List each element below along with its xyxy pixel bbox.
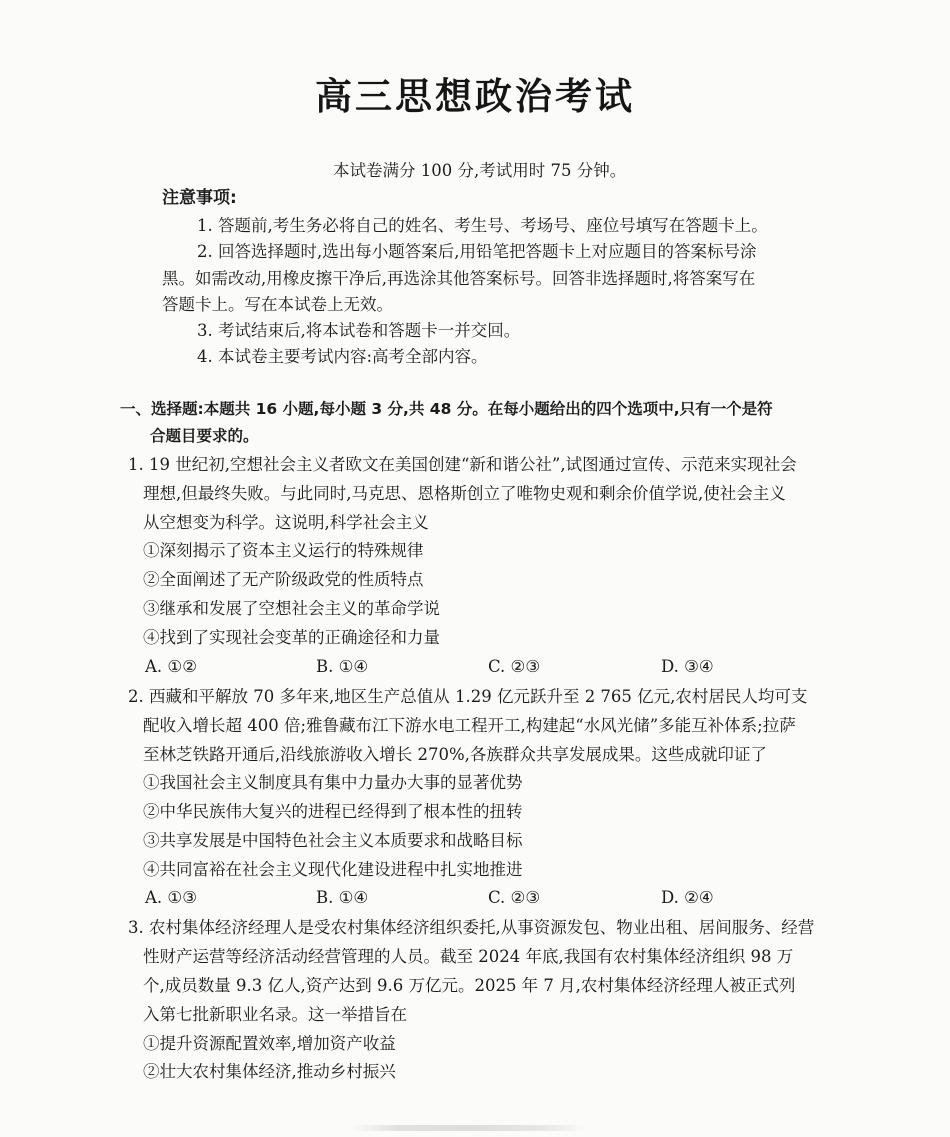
q1-choices bbox=[0, 656, 950, 678]
notice-line-6: 4. 本试卷主要考试内容:高考全部内容。 bbox=[197, 347, 488, 366]
section-heading-line-2: 合题目要求的。 bbox=[150, 427, 259, 445]
q3-stem-line-2: 性财产运营等经济活动经营管理的人员。截至 2024 年底,我国有农村集体经济组织 98 万 bbox=[143, 947, 794, 966]
q3-item-2: ②壮大农村集体经济,推动乡村振兴 bbox=[143, 1062, 396, 1081]
q2-stem-line-1: 2. 西藏和平解放 70 多年来,地区生产总值从 1.29 亿元跃升至 2 765 亿元,农村居民人均可支 bbox=[128, 687, 808, 706]
q2-choice-d: D. ②④ bbox=[661, 888, 714, 907]
q1-stem-line-3: 从空想变为科学。这说明,科学社会主义 bbox=[143, 513, 429, 532]
q1-choice-a: A. ①② bbox=[145, 657, 197, 676]
q2-item-3: ③共享发展是中国特色社会主义本质要求和战略目标 bbox=[143, 831, 523, 850]
q2-choice-b: B. ①④ bbox=[316, 888, 369, 907]
q2-stem-line-3: 至林芝铁路开通后,沿线旅游收入增长 270%,各族群众共享发展成果。这些成就印证了 bbox=[143, 745, 767, 764]
q2-choices bbox=[0, 887, 950, 909]
notice-line-5: 3. 考试结束后,将本试卷和答题卡一并交回。 bbox=[197, 321, 521, 340]
q3-stem-line-1: 3. 农村集体经济经理人是受农村集体经济组织委托,从事资源发包、物业出租、居间服务、经营 bbox=[128, 918, 815, 937]
q2-choice-a: A. ①③ bbox=[145, 888, 197, 907]
section-heading-line-1: 一、选择题:本题共 16 小题,每小题 3 分,共 48 分。在每小题给出的四个选项中,只有一个是符 bbox=[120, 400, 773, 418]
q1-item-3: ③继承和发展了空想社会主义的革命学说 bbox=[143, 599, 440, 618]
q2-choice-c: C. ②③ bbox=[488, 888, 541, 907]
exam-title: 高三思想政治考试 bbox=[315, 75, 635, 118]
q1-item-4: ④找到了实现社会变革的正确途径和力量 bbox=[143, 628, 440, 647]
q2-item-2: ②中华民族伟大复兴的进程已经得到了根本性的扭转 bbox=[143, 802, 523, 821]
q2-stem-line-2: 配收入增长超 400 倍;雅鲁藏布江下游水电工程开工,构建起“水风光储”多能互补体系;拉萨 bbox=[143, 716, 796, 735]
notice-line-2: 2. 回答选择题时,选出每小题答案后,用铅笔把答题卡上对应题目的答案标号涂 bbox=[197, 242, 757, 261]
notice-heading: 注意事项: bbox=[162, 188, 237, 208]
q3-stem-line-4: 入第七批新职业名录。这一举措旨在 bbox=[143, 1005, 407, 1024]
notice-line-3: 黑。如需改动,用橡皮擦干净后,再选涂其他答案标号。回答非选择题时,将答案写在 bbox=[162, 269, 756, 288]
scan-smudge bbox=[350, 1125, 590, 1131]
q1-choice-c: C. ②③ bbox=[488, 657, 541, 676]
q1-item-1: ①深刻揭示了资本主义运行的特殊规律 bbox=[143, 541, 424, 560]
q1-item-2: ②全面阐述了无产阶级政党的性质特点 bbox=[143, 570, 424, 589]
q3-stem-line-3: 个,成员数量 9.3 亿人,资产达到 9.6 万亿元。2025 年 7 月,农村集体经济经理人被正式列 bbox=[143, 976, 796, 995]
notice-line-4: 答题卡上。写在本试卷上无效。 bbox=[162, 295, 393, 314]
notice-line-1: 1. 答题前,考生务必将自己的姓名、考生号、考场号、座位号填写在答题卡上。 bbox=[197, 216, 768, 235]
q1-stem-line-1: 1. 19 世纪初,空想社会主义者欧文在美国创建“新和谐公社”,试图通过宣传、示范来实现社会 bbox=[128, 455, 797, 474]
q2-item-4: ④共同富裕在社会主义现代化建设进程中扎实地推进 bbox=[143, 860, 523, 879]
exam-intro: 本试卷满分 100 分,考试用时 75 分钟。 bbox=[333, 161, 627, 180]
q1-choice-b: B. ①④ bbox=[316, 657, 369, 676]
q1-stem-line-2: 理想,但最终失败。与此同时,马克思、恩格斯创立了唯物史观和剩余价值学说,使社会主义 bbox=[143, 484, 786, 503]
q3-item-1: ①提升资源配置效率,增加资产收益 bbox=[143, 1034, 396, 1053]
q2-item-1: ①我国社会主义制度具有集中力量办大事的显著优势 bbox=[143, 773, 523, 792]
q1-choice-d: D. ③④ bbox=[661, 657, 714, 676]
